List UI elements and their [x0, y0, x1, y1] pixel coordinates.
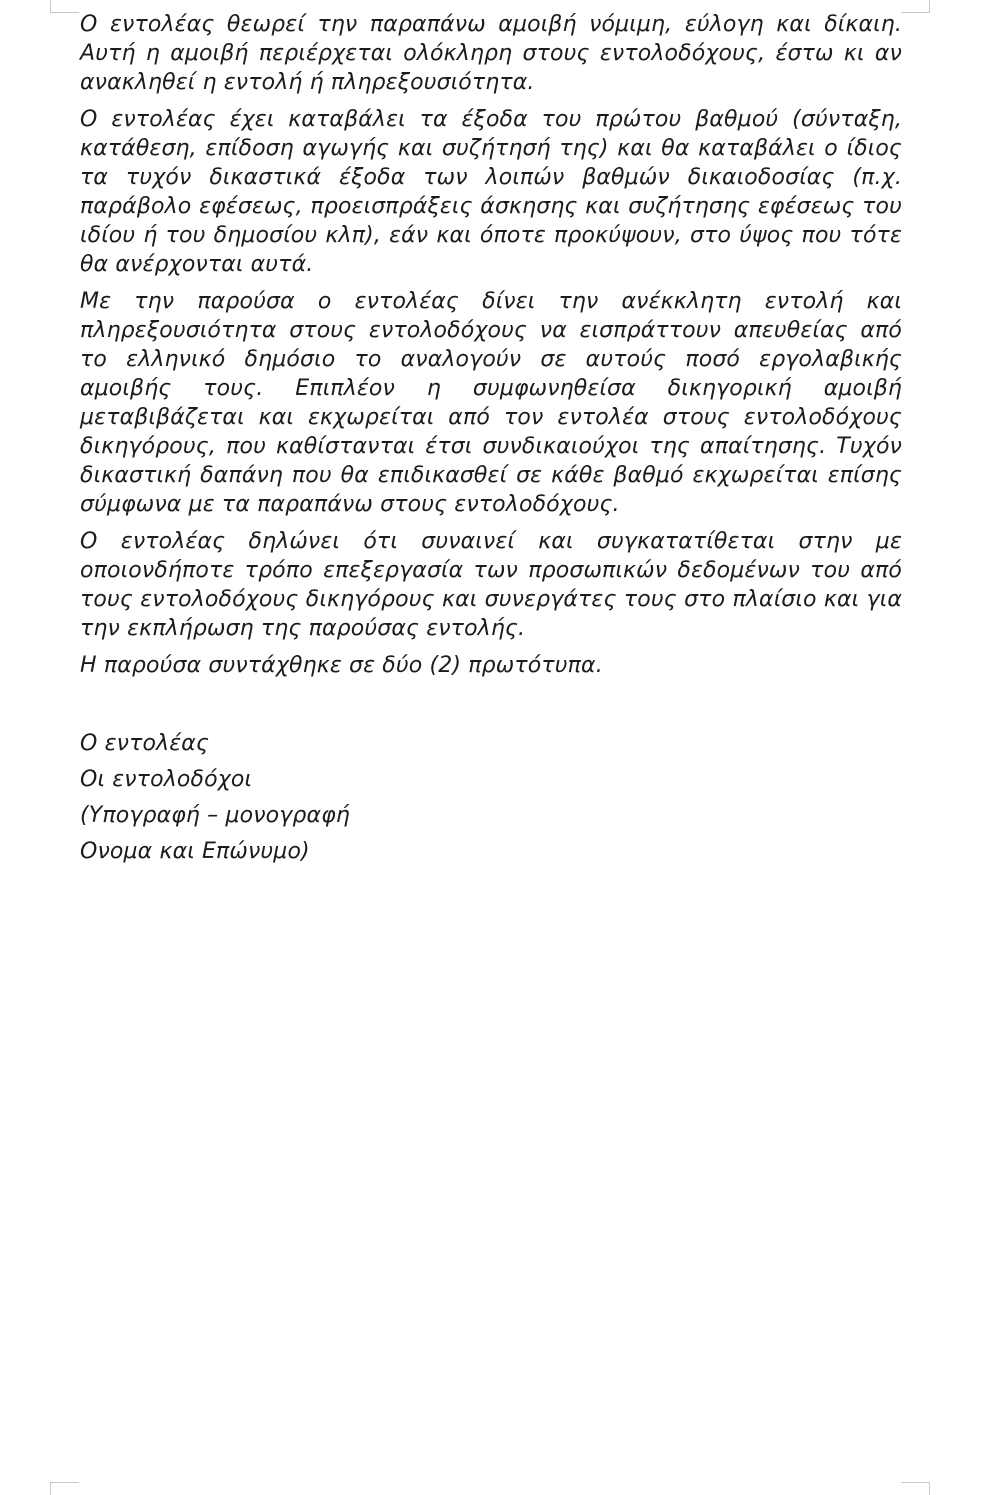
signature-mandatees-label: Οι εντολοδόχοι [80, 767, 253, 792]
paragraph-originals: Η παρούσα συντάχθηκε σε δύο (2) πρωτότυπα. [80, 653, 603, 678]
signature-name-note: Ονομα και Επώνυμο) [80, 839, 310, 864]
signature-sign-note: (Υπογραφή – μονογραφή [80, 803, 350, 828]
crop-mark-bottom-right [901, 1482, 930, 1495]
signature-mandator-label: Ο εντολέας [80, 731, 210, 756]
crop-mark-top-left [50, 0, 79, 13]
crop-mark-bottom-left [50, 1482, 79, 1495]
crop-mark-top-right [901, 0, 930, 13]
paragraph-court-expenses: Ο εντολέας έχει καταβάλει τα έξοδα του πρώτου βαθμού (σύνταξη, κατάθεση, επίδοση αγωγής και συζήτησή της) και θα καταβάλει ο ίδιος τα τυχόν δικαστικά έξοδα των λοιπών βαθμών δικαιοδοσίας (π.χ. παράβολο εφέσεως, προεισπράξεις άσκησης και συζήτησης εφέσεως του ιδίου ή του δημοσίου κλπ), εάν και όποτε προκύψουν, στο ύψος που τότε θα ανέρχονται αυτά. [80, 107, 902, 277]
paragraph-fee-fairness: Ο εντολέας θεωρεί την παραπάνω αμοιβή νόμιμη, εύλογη και δίκαιη. Αυτή η αμοιβή περιέρχεται ολόκληρη στους εντολοδόχους, έστω κι αν ανακληθεί η εντολή ή πληρεξουσιότητα. [80, 12, 902, 95]
paragraph-data-consent: Ο εντολέας δηλώνει ότι συναινεί και συγκατατίθεται στην με οποιονδήποτε τρόπο επεξεργασία των προσωπικών δεδομένων του από τους εντολοδόχους δικηγόρους και συνεργάτες τους στο πλαίσιο και για την εκπλήρωση της παρούσας εντολής. [80, 529, 902, 641]
document-body [80, 10, 902, 870]
signature-block [80, 726, 902, 870]
paragraph-irrevocable-mandate: Με την παρούσα ο εντολέας δίνει την ανέκκλητη εντολή και πληρεξουσιότητα στους εντολοδόχους να εισπράττουν απευθείας από το ελληνικό δημόσιο το αναλογούν σε αυτούς ποσό εργολαβικής αμοιβής τους. Επιπλέον η συμφωνηθείσα δικηγορική αμοιβή μεταβιβάζεται και εκχωρείται από τον εντολέα στους εντολοδόχους δικηγόρους, που καθίστανται έτσι συνδικαιούχοι της απαίτησης. Τυχόν δικαστική δαπάνη που θα επιδικασθεί σε κάθε βαθμό εκχωρείται επίσης σύμφωνα με τα παραπάνω στους εντολοδόχους. [80, 289, 902, 517]
